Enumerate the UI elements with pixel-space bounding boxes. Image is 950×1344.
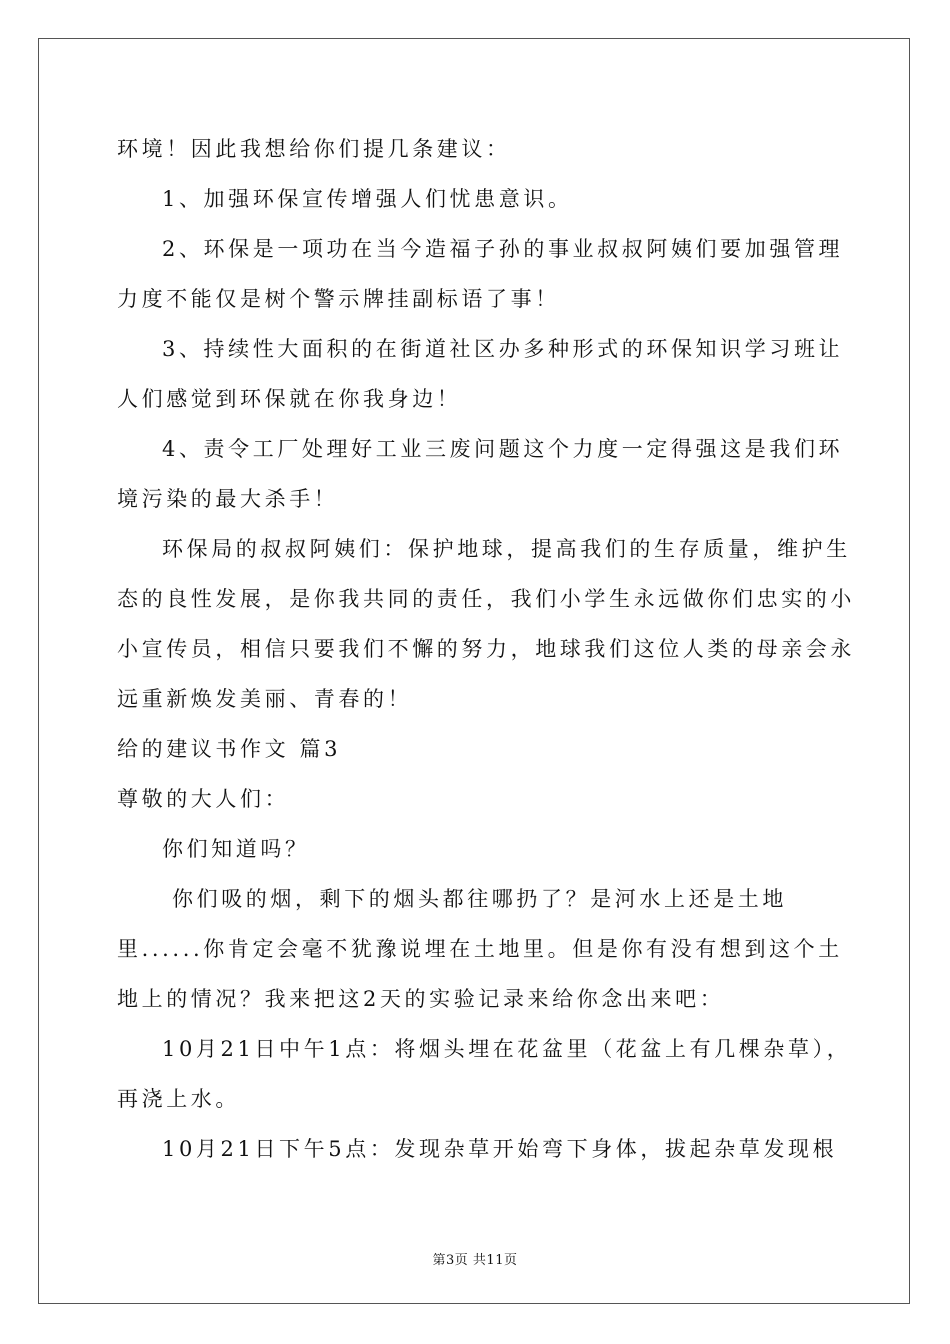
text-line: 人们感觉到环保就在你我身边！	[117, 387, 462, 411]
section-heading: 给的建议书作文 篇3	[117, 737, 342, 761]
text-line: 里......你肯定会毫不犹豫说埋在土地里。但是你有没有想到这个土	[117, 937, 843, 961]
text-line: 4、责令工厂处理好工业三废问题这个力度一定得强这是我们环	[162, 437, 844, 461]
text-line: 1、加强环保宣传增强人们忧患意识。	[162, 187, 573, 211]
text-line: 10月21日中午1点：将烟头埋在花盆里（花盆上有几棵杂草），	[162, 1037, 852, 1061]
text-line: 3、持续性大面积的在街道社区办多种形式的环保知识学习班让	[162, 337, 844, 361]
text-line: 小宣传员，相信只要我们不懈的努力，地球我们这位人类的母亲会永	[117, 637, 855, 661]
text-line: 环保局的叔叔阿姨们：保护地球，提高我们的生存质量，维护生	[162, 537, 851, 561]
text-line: 态的良性发展，是你我共同的责任，我们小学生永远做你们忠实的小	[117, 587, 855, 611]
page-indicator: 第3页 共11页	[432, 1253, 518, 1268]
text-line: 2、环保是一项功在当今造福子孙的事业叔叔阿姨们要加强管理	[162, 237, 844, 261]
text-line: 10月21日下午5点：发现杂草开始弯下身体，拔起杂草发现根	[162, 1137, 838, 1161]
text-line: 再浇上水。	[117, 1087, 240, 1111]
text-line: 地上的情况？我来把这2天的实验记录来给你念出来吧：	[117, 987, 725, 1011]
salutation: 尊敬的大人们：	[117, 787, 290, 811]
text-line: 你们吸的烟，剩下的烟头都往哪扔了？是河水上还是土地	[172, 887, 787, 911]
text-line: 环境！因此我想给你们提几条建议：	[117, 137, 511, 161]
text-line: 你们知道吗？	[162, 837, 310, 861]
text-line: 力度不能仅是树个警示牌挂副标语了事！	[117, 287, 560, 311]
page-frame	[38, 38, 910, 1304]
text-line: 境污染的最大杀手！	[117, 487, 339, 511]
text-line: 远重新焕发美丽、青春的！	[117, 687, 413, 711]
